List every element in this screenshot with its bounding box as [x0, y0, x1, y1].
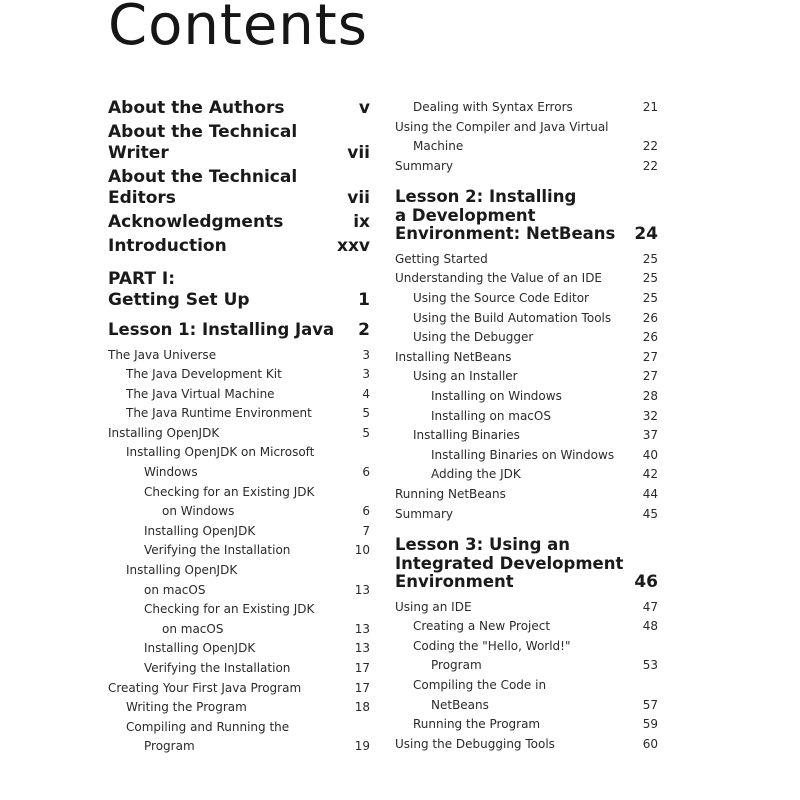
toc-entry-title: Lesson 1: Installing Java: [108, 321, 335, 339]
toc-entry-title: Writer: [108, 143, 169, 163]
page-title: Contents: [108, 0, 368, 58]
toc-entry-title: Running NetBeans: [395, 487, 506, 501]
toc-entry: [395, 289, 658, 309]
toc-entry: [395, 118, 658, 138]
toc-entry-title: Getting Started: [395, 251, 488, 266]
toc-entry: [108, 541, 370, 561]
toc-entry-page: 18: [354, 700, 370, 715]
toc-entry-page: 47: [642, 599, 658, 614]
toc-entry-title: Using an IDE: [395, 599, 472, 614]
toc-entry-title: on macOS: [144, 582, 206, 597]
toc-entry-page: 4: [362, 386, 370, 401]
toc-entry-title: Environment: NetBeans: [395, 225, 616, 244]
toc-entry-title: Using the Debugging Tools: [395, 736, 555, 751]
toc-entry: [108, 659, 370, 679]
toc-entry-title: About the Technical: [108, 167, 298, 187]
toc-entry: [108, 269, 370, 290]
toc-entry: [395, 485, 658, 505]
toc-entry-page: 57: [642, 697, 658, 712]
toc-right-column: [395, 98, 658, 754]
toc-entry-page: 13: [354, 641, 370, 656]
toc-entry-title: The Java Development Kit: [126, 367, 282, 382]
toc-entry: [395, 426, 658, 446]
toc-entry-title: Acknowledgments: [108, 212, 284, 232]
toc-entry-title: Integrated Development: [395, 554, 624, 573]
toc-entry: [108, 236, 370, 257]
toc-entry-page: 59: [642, 717, 658, 732]
toc-entry-page: 7: [362, 523, 370, 538]
toc-entry-title: Installing on macOS: [431, 408, 551, 423]
toc-entry: [108, 522, 370, 542]
toc-entry: [108, 143, 370, 164]
toc-entry-page: 27: [642, 369, 658, 384]
toc-entry-title: NetBeans: [431, 697, 489, 712]
toc-entry-title: Creating Your First Java Program: [108, 680, 302, 695]
toc-entry-title: Windows: [144, 465, 198, 480]
toc-entry-title: Program: [144, 739, 195, 754]
toc-entry-title: The Java Runtime Environment: [126, 406, 312, 421]
toc-entry-title: Introduction: [108, 236, 227, 256]
toc-entry: [108, 443, 370, 463]
toc-entry-page: xxv: [336, 236, 370, 256]
toc-entry-title: Installing OpenJDK: [144, 523, 256, 538]
toc-entry-title: Installing OpenJDK: [144, 641, 256, 656]
toc-entry-page: 22: [642, 158, 658, 173]
toc-entry-title: Verifying the Installation: [144, 543, 291, 558]
toc-entry: [395, 656, 658, 676]
toc-entry-title: Understanding the Value of an IDE: [395, 271, 603, 286]
toc-entry-page: 46: [634, 572, 658, 593]
toc-entry-title: Environment: [395, 573, 514, 592]
toc-entry-title: About the Authors: [108, 98, 285, 118]
toc-entry: [395, 505, 658, 525]
toc-entry: [108, 620, 370, 640]
toc-entry-title: Using the Build Automation Tools: [413, 310, 612, 325]
toc-entry-title: Installing OpenJDK: [108, 425, 220, 440]
toc-entry-page: 42: [642, 467, 658, 482]
toc-entry-page: 6: [362, 504, 370, 519]
toc-entry: [395, 328, 658, 348]
toc-entry-title: The Java Universe: [108, 347, 217, 362]
toc-entry: [108, 167, 370, 188]
toc-entry: [108, 679, 370, 699]
toc-entry-title: a Development: [395, 206, 536, 225]
toc-entry: [108, 698, 370, 718]
toc-entry: [108, 581, 370, 601]
toc-entry-title: Verifying the Installation: [144, 661, 291, 675]
toc-entry-page: 3: [362, 347, 370, 362]
toc-entry-page: 60: [642, 736, 658, 751]
toc-entry-page: 13: [354, 582, 370, 597]
toc-entry-page: 25: [642, 251, 658, 266]
toc-entry-title: on macOS: [162, 621, 224, 636]
toc-entry: [395, 696, 658, 716]
toc-entry-title: Installing Binaries: [413, 428, 520, 443]
toc-entry: [108, 483, 370, 503]
toc-entry-title: Using an Installer: [413, 369, 518, 384]
toc-entry-title: Lesson 3: Using an: [395, 536, 571, 555]
toc-entry: [108, 639, 370, 659]
toc-entry: [395, 676, 658, 696]
toc-entry: [108, 424, 370, 444]
toc-entry: [395, 598, 658, 618]
toc-entry-page: 28: [642, 389, 658, 404]
toc-entry: [108, 212, 370, 233]
toc-entry-page: 13: [354, 621, 370, 636]
toc-entry-page: 17: [354, 680, 370, 695]
toc-entry-title: Installing on Windows: [431, 389, 562, 404]
toc-entry-page: 25: [642, 291, 658, 306]
toc-entry: [108, 718, 370, 738]
toc-entry-title: Checking for an Existing JDK: [144, 484, 315, 499]
toc-entry: [108, 385, 370, 405]
toc-entry-page: 27: [642, 349, 658, 364]
toc-entry: [395, 367, 658, 387]
toc-entry-page: vii: [347, 143, 370, 163]
toc-entry-page: 25: [642, 271, 658, 286]
toc-entry-title: Adding the JDK: [431, 467, 521, 482]
toc-entry: [395, 225, 658, 244]
toc-entry-title: PART I:: [108, 269, 176, 289]
toc-entry-title: About the Technical: [108, 122, 298, 142]
toc-entry-page: 37: [642, 428, 658, 443]
toc-entry-title: Getting Set Up: [108, 290, 250, 310]
toc-entry: [395, 387, 658, 407]
toc-entry: [108, 365, 370, 385]
toc-entry: [108, 404, 370, 424]
toc-entry: [108, 502, 370, 522]
toc-entry: [395, 250, 658, 270]
toc-entry-page: 32: [642, 408, 658, 423]
toc-entry-page: 3: [362, 367, 370, 382]
toc-entry-page: ix: [353, 212, 370, 232]
toc-entry: [108, 321, 370, 340]
toc-entry: [395, 137, 658, 157]
toc-entry-title: The Java Virtual Machine: [126, 386, 275, 401]
toc-entry: [395, 157, 658, 177]
toc-entry-title: Using the Source Code Editor: [413, 291, 589, 306]
toc-entry: [395, 309, 658, 329]
toc-entry: [395, 269, 658, 289]
toc-entry-page: v: [358, 98, 370, 118]
toc-entry: [108, 188, 370, 209]
toc-entry-page: 48: [642, 619, 658, 634]
toc-entry: [108, 122, 370, 143]
toc-entry: [108, 561, 370, 581]
toc-entry: [395, 715, 658, 735]
toc-entry-title: on Windows: [162, 504, 235, 519]
toc-entry: [395, 348, 658, 368]
toc-entry-title: Installing Binaries on Windows: [431, 447, 615, 462]
toc-entry-page: 5: [362, 406, 370, 421]
toc-entry: [395, 407, 658, 427]
toc-entry: [395, 555, 658, 574]
toc-entry-title: Checking for an Existing JDK: [144, 602, 315, 617]
toc-entry: [395, 735, 658, 755]
toc-entry-title: Running the Program: [413, 717, 541, 732]
toc-entry-page: 2: [358, 320, 370, 340]
toc-entry-page: 22: [642, 139, 658, 154]
toc-entry-page: 44: [642, 487, 658, 501]
toc-entry-page: 53: [642, 658, 658, 673]
toc-entry: [108, 290, 370, 311]
toc-entry: [395, 573, 658, 592]
toc-entry-title: Writing the Program: [126, 700, 247, 715]
toc-entry-title: Machine: [413, 139, 464, 154]
toc-entry-title: Dealing with Syntax Errors: [413, 100, 573, 114]
toc-entry-title: Installing NetBeans: [395, 349, 512, 364]
toc-entry-page: vii: [347, 188, 370, 208]
toc-entry-title: Using the Debugger: [413, 330, 534, 345]
toc-entry-page: 26: [642, 330, 658, 345]
toc-entry-title: Creating a New Project: [413, 619, 551, 634]
toc-entry-page: 17: [354, 661, 370, 675]
toc-entry: [108, 463, 370, 483]
toc-entry-page: 26: [642, 310, 658, 325]
toc-entry: [395, 617, 658, 637]
toc-entry-title: Using the Compiler and Java Virtual: [395, 119, 609, 134]
toc-entry: [108, 98, 370, 119]
toc-entry: [395, 637, 658, 657]
toc-entry: [108, 737, 370, 757]
toc-entry-page: 19: [354, 739, 370, 754]
toc-entry: [395, 446, 658, 466]
toc-entry-title: Editors: [108, 188, 176, 208]
toc-entry-title: Coding the "Hello, World!": [413, 638, 571, 653]
toc-entry-page: 6: [362, 465, 370, 480]
toc-entry-title: Installing OpenJDK on Microsoft: [126, 445, 315, 460]
toc-entry-title: Summary: [395, 158, 453, 173]
toc-entry-page: 45: [642, 506, 658, 521]
toc-entry: [395, 98, 658, 118]
toc-entry-title: Compiling and Running the: [126, 719, 290, 734]
toc-entry-title: Lesson 2: Installing: [395, 188, 577, 207]
toc-entry-page: 24: [634, 224, 658, 245]
toc-entry-page: 10: [354, 543, 370, 558]
toc-entry-title: Program: [431, 658, 482, 673]
toc-left-column: [108, 98, 370, 757]
toc-entry: [108, 600, 370, 620]
toc-entry-page: 40: [642, 447, 658, 462]
toc-entry: [395, 465, 658, 485]
toc-entry: [395, 536, 658, 555]
toc-entry-page: 1: [358, 290, 370, 310]
toc-entry-page: 21: [642, 100, 658, 114]
toc-entry: [108, 346, 370, 366]
toc-entry: [395, 207, 658, 226]
toc-entry-title: Installing OpenJDK: [126, 563, 238, 578]
toc-entry-title: Summary: [395, 506, 453, 521]
toc-entry-page: 5: [362, 425, 370, 440]
toc-entry-title: Compiling the Code in: [413, 678, 547, 693]
toc-entry: [395, 188, 658, 207]
